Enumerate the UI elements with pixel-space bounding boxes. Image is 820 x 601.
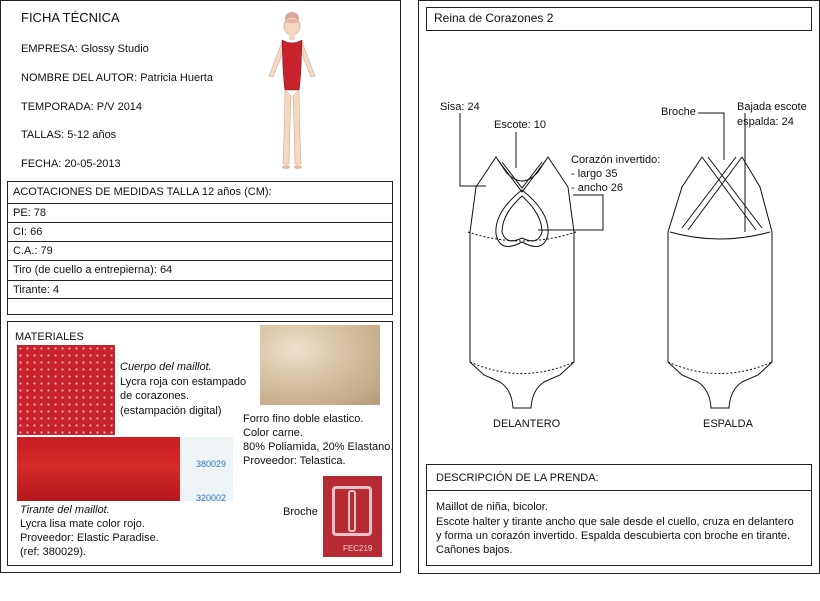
temporada-line: TEMPORADA: P/V 2014 bbox=[21, 101, 143, 113]
fecha-line: FECHA: 20-05-2013 bbox=[21, 158, 121, 170]
autor-line: NOMBRE DEL AUTOR: Patricia Huerta bbox=[21, 72, 213, 84]
description-line: Escote halter y tirante ancho que sale desde el cuello, cruza en delantero bbox=[436, 516, 794, 528]
broche-detail-label: Broche bbox=[661, 106, 696, 118]
back-garment-outline bbox=[668, 157, 772, 408]
measure-row: PE: 78 bbox=[7, 204, 393, 223]
measure-row: CI: 66 bbox=[7, 223, 393, 242]
mat2-line: Forro fino doble elastico. bbox=[243, 413, 364, 425]
front-garment-outline bbox=[470, 157, 574, 408]
mat1-line: Lycra roja con estampado bbox=[120, 376, 247, 388]
description-line: y forma un corazón invertido. Espalda descubierta con broche en tirante. bbox=[436, 530, 791, 542]
swatch-code: 320002 bbox=[196, 493, 227, 503]
corazon-label: Corazón invertido: bbox=[571, 154, 661, 166]
mat3-line: (ref: 380029). bbox=[20, 546, 87, 558]
model-illustration bbox=[255, 6, 325, 176]
measure-row: C.A.: 79 bbox=[7, 242, 393, 261]
measure-row: Tiro (de cuello a entrepierna): 64 bbox=[7, 261, 393, 281]
description-line: Cañones bajos. bbox=[436, 544, 513, 556]
description-line: Maillot de niña, bicolor. bbox=[436, 501, 548, 513]
empresa-line: EMPRESA: Glossy Studio bbox=[21, 43, 149, 55]
mat2-line: Proveedor: Telastica. bbox=[243, 455, 346, 467]
buckle-photo bbox=[323, 476, 382, 557]
buckle-code: FEC219 bbox=[343, 544, 373, 553]
sisa-label: Sisa: 24 bbox=[440, 101, 480, 113]
tallas-line: TALLAS: 5-12 años bbox=[21, 129, 117, 141]
sheet-title: FICHA TÉCNICA bbox=[21, 10, 120, 25]
broche-label: Broche bbox=[283, 506, 318, 518]
mat3-line: Tirante del maillot. bbox=[20, 504, 110, 516]
mat3-line: Lycra lisa mate color rojo. bbox=[20, 518, 145, 530]
bajada-label: Bajada escote bbox=[737, 101, 807, 113]
dotted-lycra-swatch bbox=[17, 345, 115, 435]
espalda-label: ESPALDA bbox=[703, 418, 753, 430]
delantero-label: DELANTERO bbox=[493, 418, 561, 430]
escote-label: Escote: 10 bbox=[494, 119, 546, 131]
lining-fabric-photo bbox=[260, 325, 380, 405]
bajada-label: espalda: 24 bbox=[737, 116, 794, 128]
heart-strap bbox=[498, 160, 546, 192]
measure-row: Tirante: 4 bbox=[7, 281, 393, 299]
mat1-line: Cuerpo del maillot. bbox=[120, 361, 212, 373]
mat2-line: 80% Poliamida, 20% Elastano. bbox=[243, 441, 394, 453]
measures-title: ACOTACIONES DE MEDIDAS TALLA 12 años (CM): bbox=[7, 181, 393, 204]
mat1-line: (estampación digital) bbox=[120, 405, 222, 417]
mat2-line: Color carne. bbox=[243, 427, 303, 439]
description-title: DESCRIPCIÓN DE LA PRENDA: bbox=[436, 472, 599, 484]
mat3-line: Proveedor: Elastic Paradise. bbox=[20, 532, 159, 544]
materials-title: MATERIALES bbox=[15, 331, 84, 343]
corazon-label: - largo 35 bbox=[571, 168, 618, 180]
corazon-label: - ancho 26 bbox=[571, 182, 623, 194]
swatch-code: 380029 bbox=[196, 459, 227, 469]
mat1-line: de corazones. bbox=[120, 390, 190, 402]
garment-title: Reina de Corazones 2 bbox=[434, 11, 554, 25]
garment-drawings bbox=[418, 0, 820, 460]
